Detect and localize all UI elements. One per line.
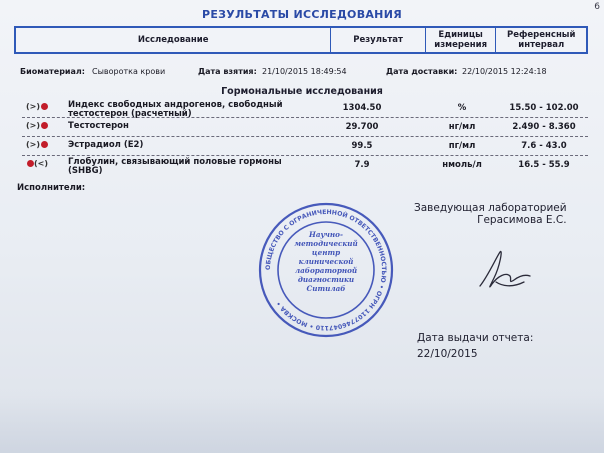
test-reference: 16.5 - 55.9	[518, 160, 570, 170]
report-title: РЕЗУЛЬТАТЫ ИССЛЕДОВАНИЯ	[202, 8, 402, 21]
abnormal-flag: (>)	[26, 121, 50, 130]
biomaterial-value: Сыворотка крови	[92, 67, 166, 76]
corner-mark: 6	[594, 2, 600, 12]
test-result: 7.9	[354, 160, 370, 170]
flag-dot-icon	[41, 122, 48, 129]
abnormal-flag: (>)	[26, 140, 50, 149]
test-result: 29.700	[345, 122, 379, 132]
table-row	[22, 118, 588, 137]
test-result: 1304.50	[342, 103, 382, 113]
test-reference: 15.50 - 102.00	[509, 103, 579, 113]
taken-date-value: 21/10/2015 18:49:54	[262, 67, 347, 76]
test-unit: пг/мл	[448, 141, 476, 151]
performers-label: Исполнители:	[17, 183, 86, 193]
results-table	[22, 99, 588, 174]
issue-date-label: Дата выдачи отчета:	[417, 332, 534, 344]
test-name: Индекс свободных андрогенов, свободный тестостерон (расчетный)	[68, 100, 283, 119]
test-name: Глобулин, связывающий половые гормоны (SHBG)	[68, 157, 282, 176]
delivery-date-value: 22/10/2015 12:24:18	[462, 67, 547, 76]
test-unit: нмоль/л	[442, 160, 482, 170]
flag-dot-icon	[41, 141, 48, 148]
lab-head-name: Герасимова Е.С.	[477, 214, 567, 226]
handwritten-signature	[470, 246, 540, 294]
header-units: Единицы измерения	[426, 28, 497, 52]
test-name: Тестостерон	[68, 121, 129, 131]
flag-dot-icon	[27, 160, 34, 167]
issue-date-value: 22/10/2015	[417, 348, 478, 360]
test-reference: 7.6 - 43.0	[521, 141, 567, 151]
lab-head-title: Заведующая лабораторией	[414, 202, 567, 214]
results-header	[14, 26, 588, 54]
flag-dot-icon	[41, 103, 48, 110]
abnormal-flag: (<)	[26, 159, 50, 168]
header-test: Исследование	[16, 28, 331, 52]
test-name: Эстрадиол (Е2)	[68, 140, 144, 150]
test-reference: 2.490 - 8.360	[512, 122, 576, 132]
taken-date-label: Дата взятия:	[198, 67, 257, 76]
lab-head-signature-block	[414, 202, 567, 226]
stamp-center-text: Научно-методический центр клинической лабораторной диагностики Ситилаб	[294, 230, 358, 293]
test-result: 99.5	[351, 141, 373, 151]
delivery-date-label: Дата доставки:	[386, 67, 458, 76]
table-row	[22, 137, 588, 156]
table-row	[22, 99, 588, 118]
header-reference: Референсный интервал	[506, 30, 576, 50]
header-result: Результат	[331, 28, 426, 52]
table-row	[22, 156, 588, 174]
test-unit: нг/мл	[448, 122, 476, 132]
biomaterial-label: Биоматериал:	[20, 67, 85, 76]
screen-bottom-shade	[0, 395, 604, 453]
stamp-ring-text: ОБЩЕСТВО С ОГРАНИЧЕННОЙ ОТВЕТСТВЕННОСТЬЮ • ОГРН 1107746047110 • МОСКВА •	[264, 208, 388, 332]
lab-seal-stamp	[256, 200, 396, 340]
sample-meta	[20, 67, 590, 79]
test-group-title: Гормональные исследования	[221, 86, 383, 97]
abnormal-flag: (>)	[26, 102, 50, 111]
test-unit: %	[457, 103, 467, 113]
